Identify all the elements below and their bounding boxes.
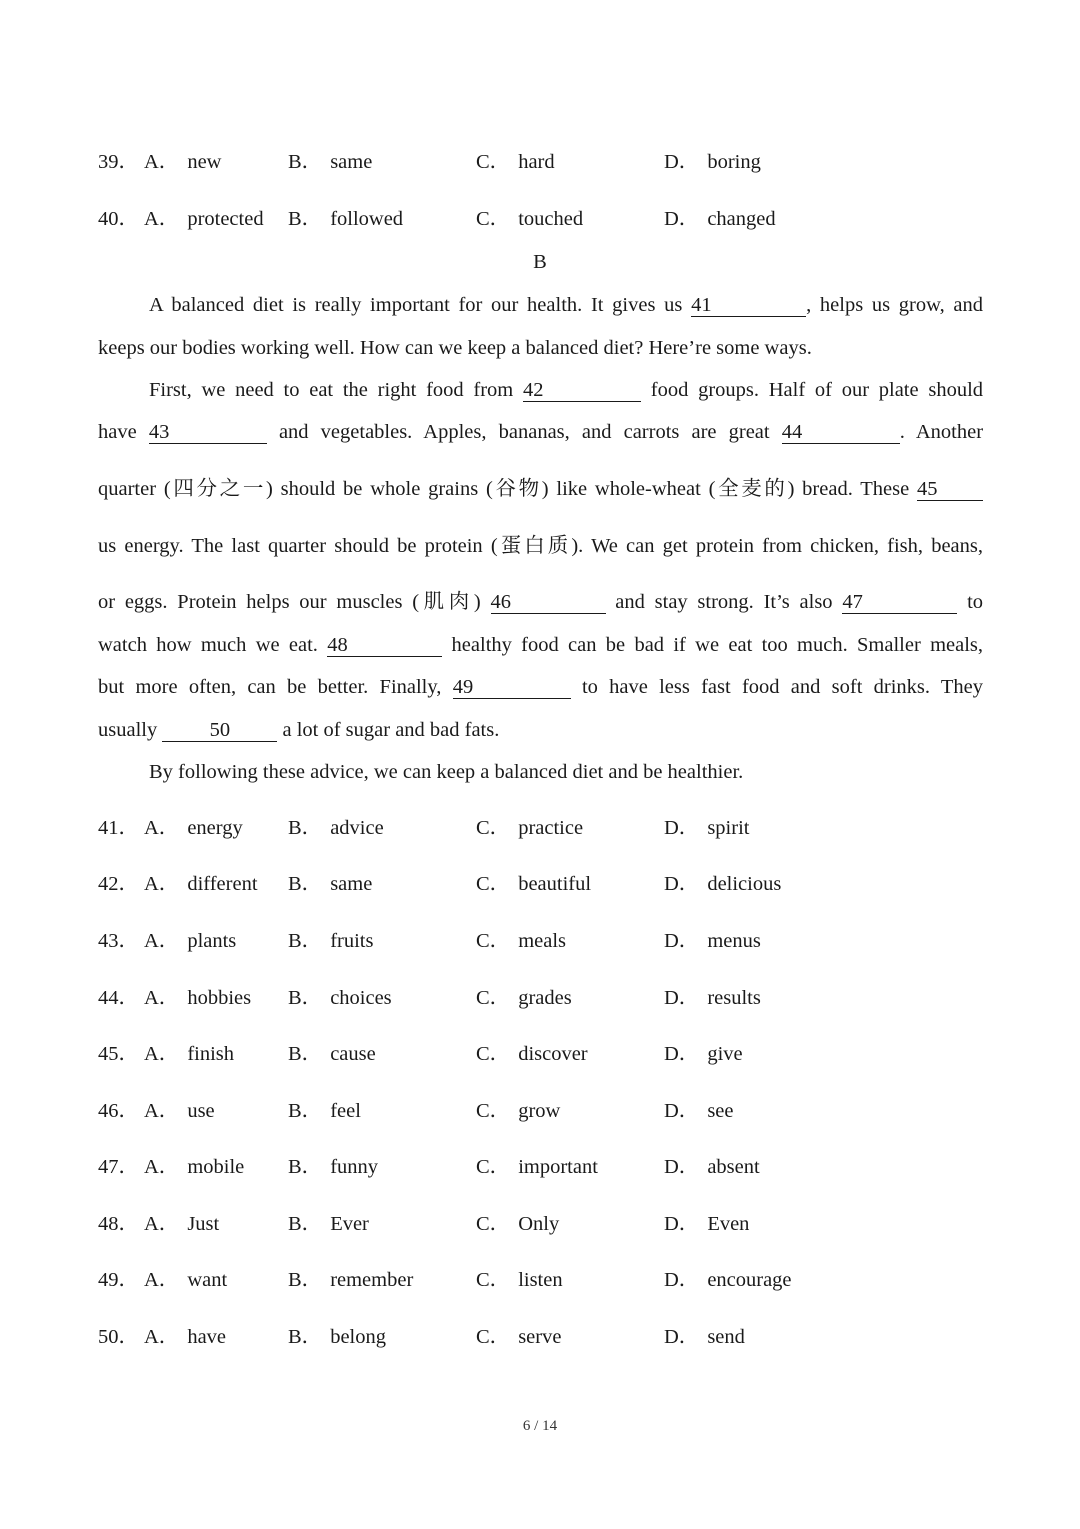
option-c: C． Only bbox=[476, 1213, 560, 1235]
option-c: C． listen bbox=[476, 1269, 563, 1291]
option-b: B． fruits bbox=[288, 930, 374, 952]
option-a: A． want bbox=[144, 1269, 228, 1291]
option-d: D． send bbox=[664, 1326, 745, 1348]
option-c: C． practice bbox=[476, 817, 584, 839]
option-d: D． menus bbox=[664, 930, 761, 952]
passage-line: quarter (四分之一) should be whole grains (谷物) like whole-wheat (全麦的) bread. These 45 bbox=[98, 471, 983, 501]
passage-line: but more often, can be better. Finally, 49 to have less fast food and soft drinks. They bbox=[98, 676, 984, 698]
option-c: C． serve bbox=[476, 1326, 562, 1348]
option-c: C． grades bbox=[476, 987, 572, 1009]
passage-line: By following these advice, we can keep a balanced diet and be healthier. bbox=[149, 761, 744, 783]
option-b: B． advice bbox=[288, 817, 384, 839]
question-number: 41． bbox=[98, 817, 139, 839]
option-d: D． encourage bbox=[664, 1269, 792, 1291]
blank-48: 48 bbox=[327, 634, 442, 657]
option-d: D． absent bbox=[664, 1156, 760, 1178]
option-a: A． new bbox=[144, 151, 222, 173]
option-a: A． energy bbox=[144, 817, 243, 839]
question-number: 48． bbox=[98, 1213, 139, 1235]
option-d: D． spirit bbox=[664, 817, 750, 839]
passage-line: or eggs. Protein helps our muscles (肌肉) 46 and stay strong. It’s also 47 to bbox=[98, 591, 984, 613]
option-d: D． delicious bbox=[664, 873, 782, 895]
section-title: B bbox=[533, 251, 547, 273]
option-d: D． changed bbox=[664, 208, 776, 230]
page-number: 6 / 14 bbox=[522, 1418, 558, 1434]
blank-41: 41 bbox=[691, 294, 806, 317]
option-b: B． followed bbox=[288, 208, 404, 230]
option-d: D． Even bbox=[664, 1213, 750, 1235]
question-number: 44． bbox=[98, 987, 139, 1009]
passage-line: watch how much we eat. 48 healthy food can be bad if we eat too much. Smaller meals, bbox=[98, 634, 984, 656]
option-a: A． Just bbox=[144, 1213, 220, 1235]
question-number: 39． bbox=[98, 151, 139, 173]
option-a: A． plants bbox=[144, 930, 237, 952]
option-c: C． grow bbox=[476, 1100, 561, 1122]
option-a: A． have bbox=[144, 1326, 227, 1348]
option-a: A． hobbies bbox=[144, 987, 252, 1009]
passage-line: have 43 and vegetables. Apples, bananas, and carrots are great 44 . Another bbox=[98, 421, 984, 443]
passage-line: us energy. The last quarter should be protein (蛋白质). We can get protein from chicken, fish, beans, bbox=[98, 535, 983, 557]
passage-line: A balanced diet is really important for our health. It gives us 41 , helps us grow, and bbox=[149, 294, 983, 316]
option-b: B． belong bbox=[288, 1326, 386, 1348]
option-b: B． remember bbox=[288, 1269, 414, 1291]
option-b: B． feel bbox=[288, 1100, 361, 1122]
option-d: D． see bbox=[664, 1100, 734, 1122]
question-number: 45． bbox=[98, 1043, 139, 1065]
option-a: A． mobile bbox=[144, 1156, 245, 1178]
option-c: C． meals bbox=[476, 930, 567, 952]
option-c: C． touched bbox=[476, 208, 584, 230]
option-d: D． boring bbox=[664, 151, 761, 173]
question-number: 47． bbox=[98, 1156, 139, 1178]
option-b: B． same bbox=[288, 873, 373, 895]
passage-line: First, we need to eat the right food from 42 food groups. Half of our plate should bbox=[149, 379, 984, 401]
option-c: C． important bbox=[476, 1156, 598, 1178]
passage-line: keeps our bodies working well. How can we keep a balanced diet? Here’re some ways. bbox=[98, 337, 812, 359]
option-b: B． cause bbox=[288, 1043, 376, 1065]
option-b: B． same bbox=[288, 151, 373, 173]
blank-49: 49 bbox=[453, 676, 571, 699]
question-number: 50． bbox=[98, 1326, 139, 1348]
option-d: D． give bbox=[664, 1043, 743, 1065]
passage-line: usually 50 a lot of sugar and bad fats. bbox=[98, 719, 500, 741]
blank-43: 43 bbox=[149, 421, 267, 444]
blank-50: 50 bbox=[162, 719, 277, 742]
option-b: B． Ever bbox=[288, 1213, 369, 1235]
option-c: C． hard bbox=[476, 151, 555, 173]
option-a: A． finish bbox=[144, 1043, 235, 1065]
blank-44: 44 bbox=[782, 421, 900, 444]
blank-45: 45 bbox=[917, 478, 983, 501]
question-number: 42． bbox=[98, 873, 139, 895]
blank-47: 47 bbox=[842, 591, 957, 614]
option-b: B． choices bbox=[288, 987, 392, 1009]
option-d: D． results bbox=[664, 987, 761, 1009]
option-a: A． use bbox=[144, 1100, 215, 1122]
option-c: C． discover bbox=[476, 1043, 588, 1065]
question-number: 40． bbox=[98, 208, 139, 230]
blank-42: 42 bbox=[523, 379, 641, 402]
question-number: 49． bbox=[98, 1269, 139, 1291]
option-a: A． protected bbox=[144, 208, 264, 230]
question-number: 46． bbox=[98, 1100, 139, 1122]
question-number: 43． bbox=[98, 930, 139, 952]
option-c: C． beautiful bbox=[476, 873, 592, 895]
blank-46: 46 bbox=[491, 591, 606, 614]
option-b: B． funny bbox=[288, 1156, 379, 1178]
option-a: A． different bbox=[144, 873, 258, 895]
